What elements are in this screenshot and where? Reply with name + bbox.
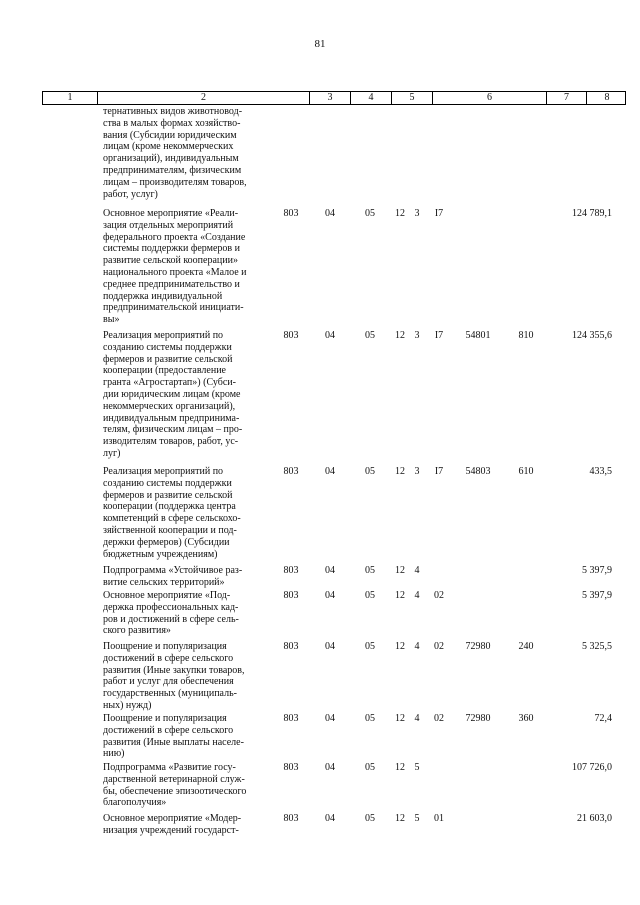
cell-admin-code: 803: [283, 466, 299, 477]
cell-program: 12: [395, 813, 405, 824]
cell-section: 04: [325, 466, 335, 477]
header-col-2: 2: [98, 92, 310, 104]
cell-expense-type: 360: [518, 713, 534, 724]
cell-subsection: 05: [365, 466, 375, 477]
cell-program: 12: [395, 641, 405, 652]
cell-section: 04: [325, 713, 335, 724]
cell-section: 04: [325, 565, 335, 576]
cell-name: тернативных видов животновод- ства в малых формах хозяйство- вания (Субсидии юридическим лицам (кроме некоммерческих организаций), индивидуальным предпринимателям, физическим лицам – производителям товаров, работ, услуг): [103, 106, 247, 200]
cell-subsection: 05: [365, 813, 375, 824]
page-number: 81: [314, 38, 326, 50]
cell-event: 01: [434, 813, 444, 824]
cell-subprogram: 5: [414, 762, 420, 773]
header-col-6: 6: [433, 92, 547, 104]
cell-subprogram: 3: [414, 330, 420, 341]
cell-amount: 124 355,6: [572, 330, 612, 341]
cell-program: 12: [395, 565, 405, 576]
cell-subsection: 05: [365, 713, 375, 724]
cell-section: 04: [325, 208, 335, 219]
cell-amount: 5 325,5: [582, 641, 612, 652]
cell-amount: 72,4: [594, 713, 612, 724]
cell-subprogram: 3: [414, 208, 420, 219]
header-col-4: 4: [351, 92, 392, 104]
cell-admin-code: 803: [283, 330, 299, 341]
cell-amount: 124 789,1: [572, 208, 612, 219]
cell-expense-type: 240: [518, 641, 534, 652]
cell-amount: 433,5: [589, 466, 612, 477]
header-col-5: 5: [392, 92, 433, 104]
cell-program: 12: [395, 330, 405, 341]
cell-name: Поощрение и популяризация достижений в сфере сельского развития (Иные выплаты населе- нию): [103, 713, 244, 760]
cell-name: Поощрение и популяризация достижений в сфере сельского развития (Иные закупки товаров, работ и услуг для обеспечения государственных (муниципаль- ных) нужд): [103, 641, 245, 711]
cell-section: 04: [325, 641, 335, 652]
cell-event: 02: [434, 590, 444, 601]
cell-admin-code: 803: [283, 208, 299, 219]
cell-subprogram: 5: [414, 813, 420, 824]
cell-program: 12: [395, 208, 405, 219]
cell-name: Реализация мероприятий по созданию системы поддержки фермеров и развитие сельской кооперации (предоставление гранта «Агростартап») (Субси- дии юридическим лицам (кроме некоммерческих организаций), индивидуальным предпринима- телям, физическим лицам – про- изводителям товаров, работ, ус- луг): [103, 330, 243, 459]
cell-name: Подпрограмма «Устойчивое раз- витие сельских территорий»: [103, 565, 243, 588]
cell-direction: 54801: [465, 330, 491, 341]
cell-admin-code: 803: [283, 762, 299, 773]
cell-amount: 21 603,0: [577, 813, 612, 824]
cell-amount: 5 397,9: [582, 565, 612, 576]
cell-subprogram: 4: [414, 590, 420, 601]
cell-section: 04: [325, 762, 335, 773]
cell-subsection: 05: [365, 641, 375, 652]
cell-name: Основное мероприятие «Под- держка профессиональных кад- ров и достижений в сфере сель- ского развития»: [103, 590, 239, 637]
header-col-1: 1: [43, 92, 98, 104]
cell-event: I7: [434, 330, 444, 341]
cell-name: Основное мероприятие «Реали- зация отдельных мероприятий федерального проекта «Создание системы поддержки фермеров и развитие сельской кооперации» национального проекта «Малое и среднее предпринимательство и поддержка индивидуальной предпринимательской инициати- вы»: [103, 208, 247, 326]
cell-admin-code: 803: [283, 641, 299, 652]
cell-expense-type: 810: [518, 330, 534, 341]
cell-section: 04: [325, 330, 335, 341]
cell-name: Подпрограмма «Развитие госу- дарственной ветеринарной служ- бы, обеспечение эпизоотического благополучия»: [103, 762, 247, 809]
cell-subprogram: 4: [414, 641, 420, 652]
cell-event: 02: [434, 713, 444, 724]
cell-admin-code: 803: [283, 590, 299, 601]
cell-program: 12: [395, 466, 405, 477]
cell-event: I7: [434, 208, 444, 219]
cell-amount: 107 726,0: [572, 762, 612, 773]
cell-admin-code: 803: [283, 813, 299, 824]
cell-name: Реализация мероприятий по созданию системы поддержки фермеров и развитие сельской кооперации (поддержка центра компетенций в сфере сельскохо- зяйственной кооперации и под- держки фермеров) (Субсидии бюджетным учреждениям): [103, 466, 241, 560]
cell-event: 02: [434, 641, 444, 652]
cell-subsection: 05: [365, 565, 375, 576]
cell-subprogram: 4: [414, 713, 420, 724]
cell-admin-code: 803: [283, 565, 299, 576]
cell-subsection: 05: [365, 330, 375, 341]
table-header: [42, 91, 626, 105]
cell-amount: 5 397,9: [582, 590, 612, 601]
cell-section: 04: [325, 813, 335, 824]
cell-expense-type: 610: [518, 466, 534, 477]
cell-direction: 72980: [465, 713, 491, 724]
cell-program: 12: [395, 590, 405, 601]
cell-section: 04: [325, 590, 335, 601]
cell-subsection: 05: [365, 762, 375, 773]
cell-direction: 54803: [465, 466, 491, 477]
cell-subsection: 05: [365, 590, 375, 601]
cell-subsection: 05: [365, 208, 375, 219]
cell-direction: 72980: [465, 641, 491, 652]
cell-program: 12: [395, 713, 405, 724]
header-col-7: 7: [547, 92, 587, 104]
cell-event: I7: [434, 466, 444, 477]
header-col-3: 3: [310, 92, 351, 104]
cell-program: 12: [395, 762, 405, 773]
cell-name: Основное мероприятие «Модер- низация учреждений государст-: [103, 813, 242, 836]
cell-subprogram: 4: [414, 565, 420, 576]
cell-admin-code: 803: [283, 713, 299, 724]
cell-subprogram: 3: [414, 466, 420, 477]
header-col-8: 8: [604, 92, 610, 103]
